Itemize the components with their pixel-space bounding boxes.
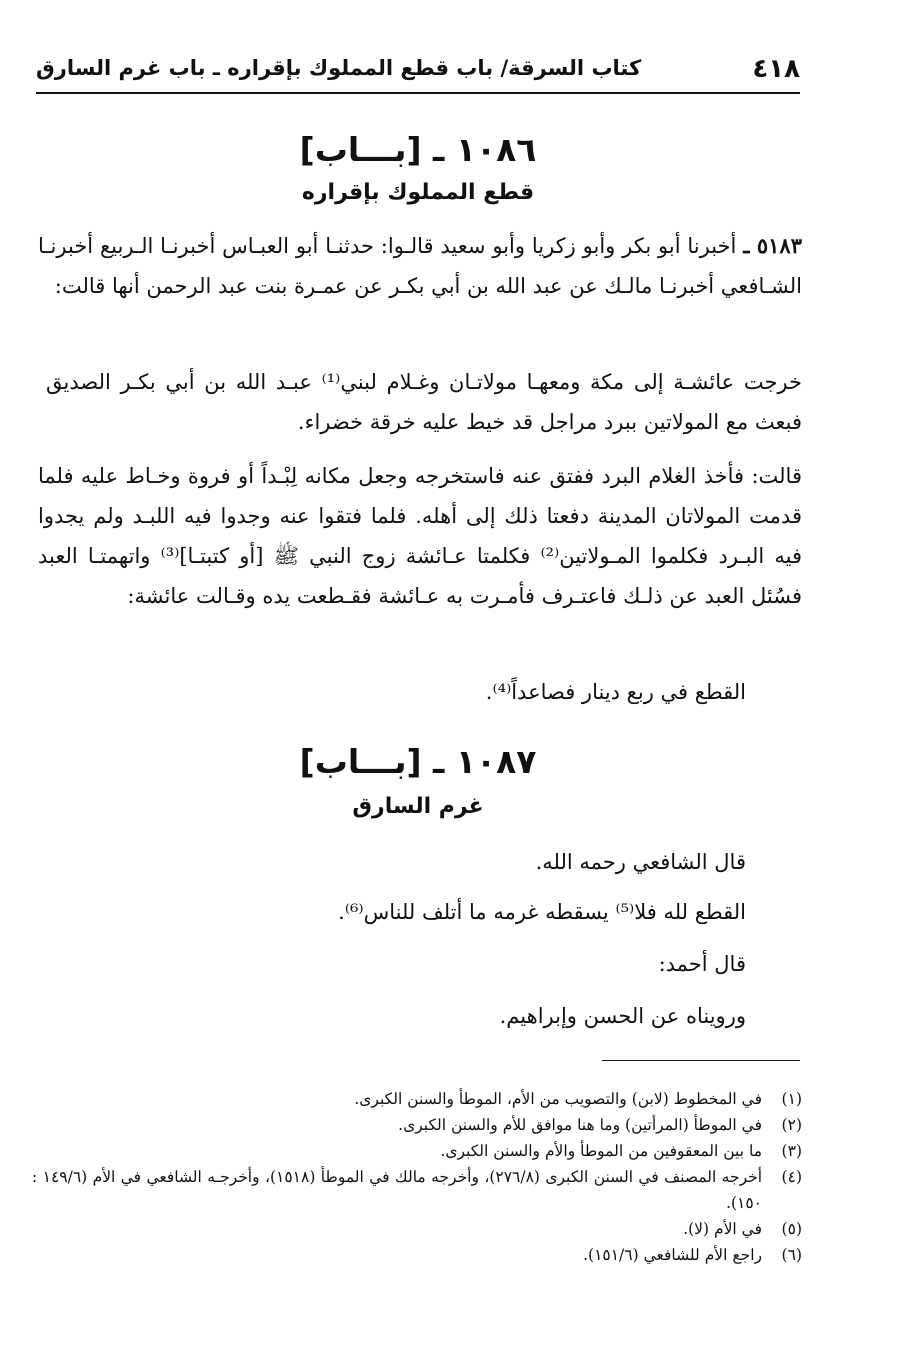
footnote-number: (٦) — [781, 1246, 802, 1264]
hadith-number: ٥١٨٣ ـ — [743, 233, 802, 258]
text-line-shafii: قال الشافعي رحمه الله. — [535, 850, 746, 874]
footnote-item — [32, 1112, 802, 1138]
footnote-number: (٢) — [781, 1116, 802, 1134]
footnote-number: (٤) — [781, 1168, 802, 1186]
footnote-text: في المخطوط (لابن) والتصويب من الأم، الموطأ والسنن الكبرى. — [354, 1090, 762, 1108]
footnote-text: ما بين المعقوفين من الموطأ والأم والسنن الكبرى. — [440, 1142, 762, 1160]
hadith-isnad — [38, 226, 802, 306]
footnote-item — [32, 1216, 802, 1242]
text-line-qat: القطع لله فلا⁽⁵⁾ يسقطه غرمه ما أتلف للناس⁽⁶⁾. — [338, 900, 746, 924]
chapter-subtitle-1086: قطع المملوك بإقراره — [301, 180, 535, 205]
footnote-separator — [602, 1060, 800, 1061]
footnote-number: (١) — [781, 1090, 802, 1108]
footnote-item — [32, 1138, 802, 1164]
page-number: ٤١٨ — [752, 54, 800, 84]
footnote-text: راجع الأم للشافعي (١٥١/٦). — [583, 1246, 762, 1264]
footnotes — [32, 1086, 802, 1268]
footnote-text: أخرجه المصنف في السنن الكبرى (٢٧٦/٨)، وأخرجه مالك في الموطأ (١٥١٨)، وأخرجـه الشافعي في الأم (١٤٩/٦ : ١٥٠). — [32, 1168, 763, 1212]
footnote-item — [32, 1086, 802, 1112]
hadith-paragraph-3: القطع في ربع دينار فصاعداً⁽⁴⁾. — [485, 680, 746, 704]
chapter-heading-1086: ١٠٨٦ ـ [بـــاب] — [299, 130, 537, 169]
footnote-text: في الأم (لا). — [683, 1220, 762, 1238]
chapter-heading-1087: ١٠٨٧ ـ [بـــاب] — [299, 742, 537, 781]
chapter-subtitle-1087: غرم السارق — [352, 794, 484, 819]
text-line-ahmad: قال أحمد: — [658, 952, 746, 976]
hadith-paragraph-2: قالت: فأخذ الغلام البرد ففتق عنه فاستخرجه وجعل مكانه لِبْـداً أو فروة وخـاط عليه فلما قدمت المولاتان المدينة دفعتا ذلك إلى أهله. فلما فتقوا عنه وجدوا فيه اللبـد ولم يجدوا فيه البـرد فكلموا المـولاتين⁽²⁾ فكلمتا عـائشة زوج النبي ﷺ [أو كتبتـا]⁽³⁾ واتهمتـا العبد فسُئل العبد عن ذلـك فاعتـرف فأمـرت به عـائشة فقـطعت يده وقـالت عائشة: — [38, 464, 802, 608]
footnote-item — [32, 1164, 802, 1216]
text-line-riwaya: ورويناه عن الحسن وإبراهيم. — [499, 1004, 746, 1028]
running-header-title: كتاب السرقة/ باب قطع المملوك بإقراره ـ باب غرم السارق — [36, 56, 642, 80]
footnote-item — [32, 1242, 802, 1268]
hadith-isnad-text: أخبرنا أبو بكر وأبو زكريا وأبو سعيد قالـوا: حدثنـا أبو العبـاس أخبرنـا الـربيع أخبرنـا الشـافعي أخبرنـا مالـك عن عبد الله بن أبي بكـر عن عمـرة بنت عبد الرحمن أنها قالت: — [38, 234, 802, 298]
footnote-number: (٣) — [781, 1142, 802, 1160]
footnote-text: في الموطأ (المرأتين) وما هنا موافق للأم والسنن الكبرى. — [398, 1116, 762, 1134]
hadith-paragraph-1: خرجت عائشـة إلى مكة ومعهـا مولاتـان وغـلام لبني⁽¹⁾ عبـد الله بن أبي بكـر الصديق فبعث مع المولاتين ببرد مراجل قد خيط عليه خرقة خضراء. — [46, 370, 803, 434]
footnote-number: (٥) — [781, 1220, 802, 1238]
running-header — [36, 52, 800, 94]
